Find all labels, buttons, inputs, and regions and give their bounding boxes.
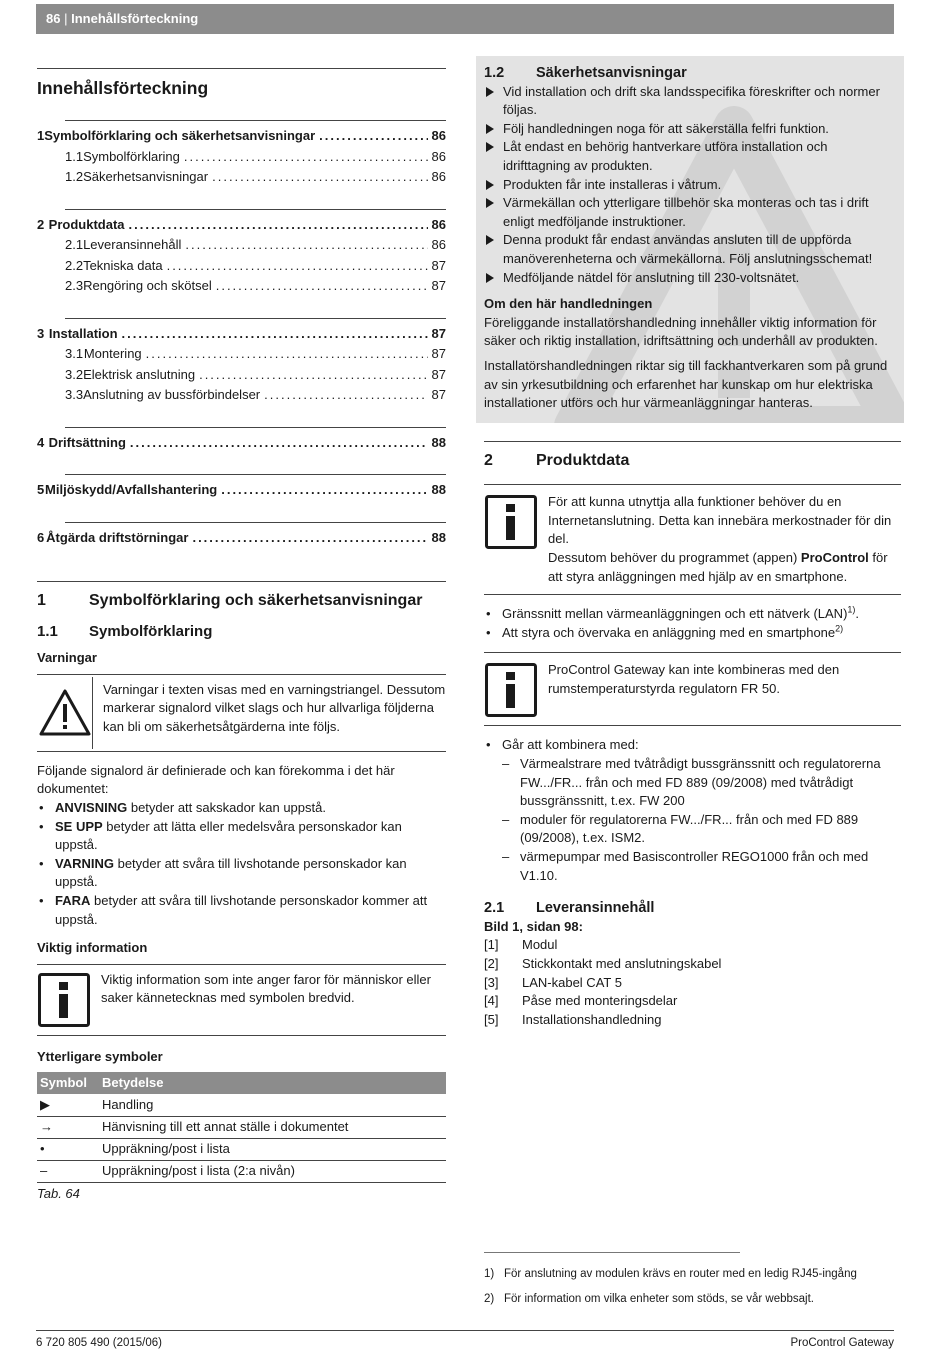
toc-leader	[185, 236, 427, 255]
toc-number: 3	[37, 325, 45, 341]
list-item	[484, 936, 901, 955]
safety-instructions-list	[484, 83, 896, 288]
subsection-1-2-heading	[484, 64, 896, 83]
list-item	[484, 605, 901, 624]
list-item	[484, 1011, 901, 1030]
important-info-text: Viktig information som inte anger faror för människor eller saker kännetecknas med symbolen bredvid.	[101, 971, 431, 1006]
toc-number: 1	[37, 128, 45, 143]
document-number: 6 720 805 490 (2015/06)	[36, 1337, 162, 1349]
toc-label: Rengöring och skötsel	[83, 278, 212, 293]
toc-entry[interactable]	[37, 325, 446, 346]
figure-reference: Bild 1, sidan 98:	[484, 918, 583, 934]
footnotes	[484, 1252, 884, 1314]
toc-page: 87	[431, 278, 446, 293]
toc-page: 87	[431, 325, 446, 341]
meaning-cell: Handling	[99, 1094, 446, 1116]
subsection-number: 2.1	[484, 900, 505, 917]
bullet-text: Att styra och övervaka en anläggning med en smartphone	[502, 624, 836, 640]
toc-entry[interactable]	[65, 366, 446, 387]
list-item: Låt endast en behörig hantverkare utföra installation och idrifttagning av produkten.	[484, 138, 896, 175]
symbol-cell: •	[37, 1138, 99, 1160]
toc-leader	[146, 345, 428, 364]
footnote	[484, 1290, 884, 1309]
toc-leader	[216, 277, 428, 296]
product-features-list	[484, 605, 901, 642]
product-name: ProControl Gateway	[790, 1337, 894, 1349]
toc-label: Driftsättning	[48, 434, 126, 450]
left-column	[37, 68, 446, 1203]
table-row	[37, 1160, 446, 1182]
item-key: [4]	[484, 993, 499, 1009]
list-item: – moduler för regulatorerna FW.../FR... från och med FD 889 (09/2008), t.ex. ISM2.	[484, 811, 901, 848]
combine-label: Går att kombinera med:	[502, 737, 639, 753]
list-item: Denna produkt får endast användas ansluten till de uppförda manöverenheterna och värmekällorna. Följ anslutningsschemat!	[484, 231, 896, 268]
page-footer	[36, 1330, 894, 1353]
table-row	[37, 1138, 446, 1160]
footnote-text: För information om vilka enheter som stöds, se vår webbsajt.	[504, 1292, 814, 1305]
toc-group	[37, 209, 446, 304]
footnote-list	[484, 1265, 884, 1308]
toc-number: 1.1	[65, 148, 84, 164]
warning-box	[37, 674, 446, 752]
list-item: Värmekällan och ytterligare tillbehör ska monteras och tas i drift enligt medföljande instruktioner.	[484, 194, 896, 231]
toc-page: 87	[431, 366, 446, 382]
subsection-number: 1.2	[484, 65, 505, 81]
signal-word: FARA	[55, 892, 91, 908]
item-value: LAN-kabel CAT 5	[522, 974, 622, 990]
subsection-title: Säkerhetsanvisningar	[536, 65, 687, 81]
list-item	[484, 974, 901, 993]
signal-words-list	[37, 799, 446, 929]
footnote-mark: 2)	[484, 1292, 495, 1305]
toc-page: 86	[431, 148, 446, 164]
toc-entry[interactable]	[37, 216, 446, 237]
item-value: Påse med monteringsdelar	[522, 993, 678, 1009]
toc-leader	[130, 434, 428, 453]
toc-number: 6	[37, 529, 45, 545]
toc-page: 87	[431, 346, 446, 361]
table-of-contents	[37, 120, 446, 555]
toc-entry[interactable]	[37, 127, 446, 148]
table-header-symbol: Symbol	[37, 1072, 99, 1094]
app-name: ProControl	[800, 550, 869, 566]
section-number: 2	[484, 451, 493, 469]
footnote-mark: 1)	[484, 1268, 495, 1280]
item-key: [5]	[484, 1011, 499, 1027]
app-text-post: för att styra anläggningen med hjälp av en smartphone.	[548, 550, 888, 584]
subsection-2-1-heading	[484, 899, 901, 918]
toc-leader	[221, 481, 427, 500]
info-icon	[484, 661, 538, 717]
toc-number: 2	[37, 216, 45, 232]
symbol-cell: →	[37, 1116, 99, 1138]
footnote-rule	[484, 1252, 740, 1253]
header-separator: |	[64, 11, 72, 26]
toc-page: 88	[431, 434, 446, 450]
list-item	[37, 892, 446, 929]
toc-number: 4	[37, 434, 45, 450]
signal-description: betyder att sakskador kan uppstå.	[127, 799, 326, 815]
toc-number: 1.2	[65, 169, 84, 184]
symbols-table-body	[37, 1094, 446, 1182]
section-number: 1	[37, 592, 46, 609]
item-value: Stickkontakt med anslutningskabel	[522, 955, 722, 971]
table-row	[37, 1116, 446, 1138]
meaning-cell: Uppräkning/post i lista	[99, 1138, 446, 1160]
toc-group	[37, 318, 446, 413]
toc-number: 3.3	[65, 387, 84, 402]
list-item	[37, 818, 446, 855]
info-icon	[484, 493, 538, 549]
subsection-number: 1.1	[37, 622, 58, 640]
toc-number: 2.1	[65, 237, 84, 252]
header-title: Innehållsförteckning	[71, 11, 199, 26]
toc-page: 88	[431, 482, 446, 497]
signal-intro: Följande signalord är definierade och kan förekomma i det här dokumentet:	[37, 762, 395, 797]
toc-page: 86	[431, 237, 446, 252]
item-value: Modul	[522, 937, 558, 953]
toc-number: 3.1	[65, 346, 84, 361]
signal-description: betyder att svåra till livshotande personskador kommer att uppstå.	[55, 892, 428, 927]
toc-leader	[192, 529, 427, 548]
toc-page: 86	[431, 169, 446, 184]
toc-label: Tekniska data	[83, 257, 163, 273]
compat-info-box	[484, 652, 901, 726]
subsection-1-1-heading	[37, 623, 446, 642]
delivery-list	[484, 936, 901, 1029]
toc-leader	[319, 127, 427, 146]
section-1-heading	[37, 581, 446, 611]
important-info-box	[37, 964, 446, 1036]
toc-label: Produktdata	[48, 216, 125, 232]
list-item	[484, 624, 901, 643]
list-item	[484, 736, 901, 885]
compat-info-text: ProControl Gateway kan inte kombineras med den rumstemperaturstyrda regulatorn FR 50.	[548, 662, 840, 697]
more-symbols-heading: Ytterligare symboler	[37, 1048, 163, 1064]
list-item	[37, 799, 446, 818]
section-title: Produktdata	[536, 451, 630, 469]
meaning-cell: Hänvisning till ett annat ställe i dokumentet	[99, 1116, 446, 1138]
list-item: Följ handledningen noga för att säkerställa felfri funktion.	[484, 120, 896, 139]
toc-leader	[129, 216, 428, 235]
toc-number: 2.3	[65, 278, 84, 293]
page-number: 86	[46, 11, 61, 26]
signal-description: betyder att svåra till livshotande personskador kan uppstå.	[55, 855, 407, 890]
symbol-cell: –	[37, 1160, 99, 1182]
table-header-meaning: Betydelse	[99, 1072, 446, 1094]
list-item	[484, 992, 901, 1011]
toc-leader	[167, 257, 428, 276]
toc-label: Anslutning av bussförbindelser	[83, 387, 261, 402]
footnote-ref[interactable]: 1)	[847, 604, 856, 615]
signal-description: betyder att lätta eller medelsvåra personskador kan uppstå.	[55, 818, 402, 853]
combine-list	[484, 736, 901, 885]
internet-info-box	[484, 484, 901, 595]
toc-label: Leveransinnehåll	[83, 237, 182, 252]
toc-entry[interactable]	[65, 148, 446, 169]
list-item	[484, 955, 901, 974]
signal-word: SE UPP	[55, 818, 103, 834]
item-value: Installationshandledning	[522, 1011, 662, 1027]
toc-leader	[122, 325, 428, 344]
toc-group	[37, 522, 446, 556]
list-item: Medföljande nätdel för anslutning till 230-voltsnätet.	[484, 269, 896, 288]
subsection-title: Leveransinnehåll	[536, 900, 655, 917]
toc-group	[37, 120, 446, 195]
warning-box-text: Varningar i texten visas med en varningstriangel. Dessutom markerar signalord vilket slags och hur allvarliga följderna kan bli om säkerhetsåtgärderna inte följs.	[103, 681, 446, 734]
toc-page: 88	[431, 529, 446, 545]
toc-entry[interactable]	[65, 236, 446, 257]
item-key: [1]	[484, 937, 499, 953]
subsection-title: Symbolförklaring	[89, 622, 213, 640]
signal-word: ANVISNING	[55, 799, 128, 815]
toc-entry[interactable]	[65, 168, 446, 189]
footnote	[484, 1265, 884, 1284]
toc-group	[37, 427, 446, 461]
toc-label: Åtgärda driftstörningar	[46, 529, 189, 545]
toc-group	[37, 474, 446, 508]
table-caption: Tab. 64	[37, 1185, 80, 1201]
toc-page: 86	[431, 128, 446, 143]
toc-label: Installation	[48, 325, 118, 341]
toc-entry[interactable]	[37, 529, 446, 550]
toc-number: 2.2	[65, 257, 84, 273]
toc-label: Miljöskydd/Avfallshantering	[45, 482, 218, 497]
toc-entry[interactable]	[65, 277, 446, 298]
bullet-text: Gränssnitt mellan värmeanläggningen och ett nätverk (LAN)	[502, 606, 848, 622]
toc-entry[interactable]	[65, 257, 446, 278]
symbols-table	[37, 1072, 446, 1183]
important-info-heading: Viktig information	[37, 940, 148, 956]
list-item: Produkten får inte installeras i våtrum.	[484, 176, 896, 195]
about-paragraph-2: Installatörshandledningen riktar sig till fackhantverkaren som på grund av sin yrkesutbildning och erfarenhet har kunskap om hur elektriska installationer utförs och hur värmeanläggningar hanteras.	[484, 357, 888, 411]
symbol-cell: ▶	[37, 1094, 99, 1116]
toc-number: 3.2	[65, 366, 84, 382]
toc-entry[interactable]	[37, 481, 446, 502]
toc-leader	[212, 168, 427, 187]
toc-label: Symbolförklaring	[83, 148, 180, 164]
toc-title: Innehållsförteckning	[37, 68, 446, 120]
list-item: Vid installation och drift ska landsspecifika föreskrifter och normer följas.	[484, 83, 896, 120]
toc-label: Elektrisk anslutning	[83, 366, 196, 382]
item-key: [3]	[484, 974, 499, 990]
toc-label: Symbolförklaring och säkerhetsanvisningar	[44, 128, 316, 143]
meaning-cell: Uppräkning/post i lista (2:a nivån)	[99, 1160, 446, 1182]
warnings-heading: Varningar	[37, 650, 97, 666]
section-2-heading	[484, 441, 901, 471]
internet-info-line-2	[548, 549, 901, 586]
internet-info-text	[548, 493, 901, 586]
info-icon	[37, 971, 91, 1027]
safety-box	[476, 56, 904, 423]
page-header	[36, 4, 894, 34]
toc-page: 86	[431, 216, 446, 232]
toc-leader	[184, 148, 428, 167]
bullet-after: .	[855, 606, 860, 622]
list-item	[37, 855, 446, 892]
signal-word: VARNING	[55, 855, 114, 871]
about-heading: Om den här handledningen	[484, 296, 653, 312]
toc-label: Säkerhetsanvisningar	[83, 169, 209, 184]
right-column	[476, 56, 904, 1029]
footnote-ref[interactable]: 2)	[835, 623, 844, 634]
toc-entry[interactable]	[37, 434, 446, 455]
toc-entry[interactable]	[65, 386, 446, 407]
list-item: – värmepumpar med Basiscontroller REGO1000 från och med V1.10.	[484, 848, 901, 885]
toc-number: 5	[37, 482, 45, 497]
section-title: Symbolförklaring och säkerhetsanvisningar	[89, 592, 423, 609]
footnote-text: För anslutning av modulen krävs en router med en ledig RJ45-ingång	[504, 1268, 857, 1280]
combine-sublist	[484, 755, 901, 885]
toc-leader	[264, 386, 427, 405]
item-key: [2]	[484, 955, 499, 971]
warning-triangle-icon	[37, 677, 93, 749]
table-header-row	[37, 1072, 446, 1094]
toc-page: 87	[431, 387, 446, 402]
list-item: – Värmealstrare med tvåtrådigt bussgränssnitt och regulatorerna FW.../FR... från och med FD 889 (09/2008) med tvåtrådigt bussgränssnitt, t.ex. FW 200	[484, 755, 901, 811]
app-text-pre: Dessutom behöver du programmet (appen)	[548, 550, 801, 566]
table-row	[37, 1094, 446, 1116]
about-paragraph-1: Föreliggande installatörshandledning innehåller viktig information för säker och riktig installation, idriftsättning och underhåll av produkten.	[484, 314, 878, 349]
toc-page: 87	[431, 257, 446, 273]
toc-label: Montering	[83, 346, 142, 361]
internet-info-line-1: För att kunna utnyttja alla funktioner behöver du en Internetanslutning. Detta kan innebära merkostnader för din del.	[548, 494, 892, 547]
toc-leader	[199, 366, 427, 385]
toc-entry[interactable]	[65, 345, 446, 366]
